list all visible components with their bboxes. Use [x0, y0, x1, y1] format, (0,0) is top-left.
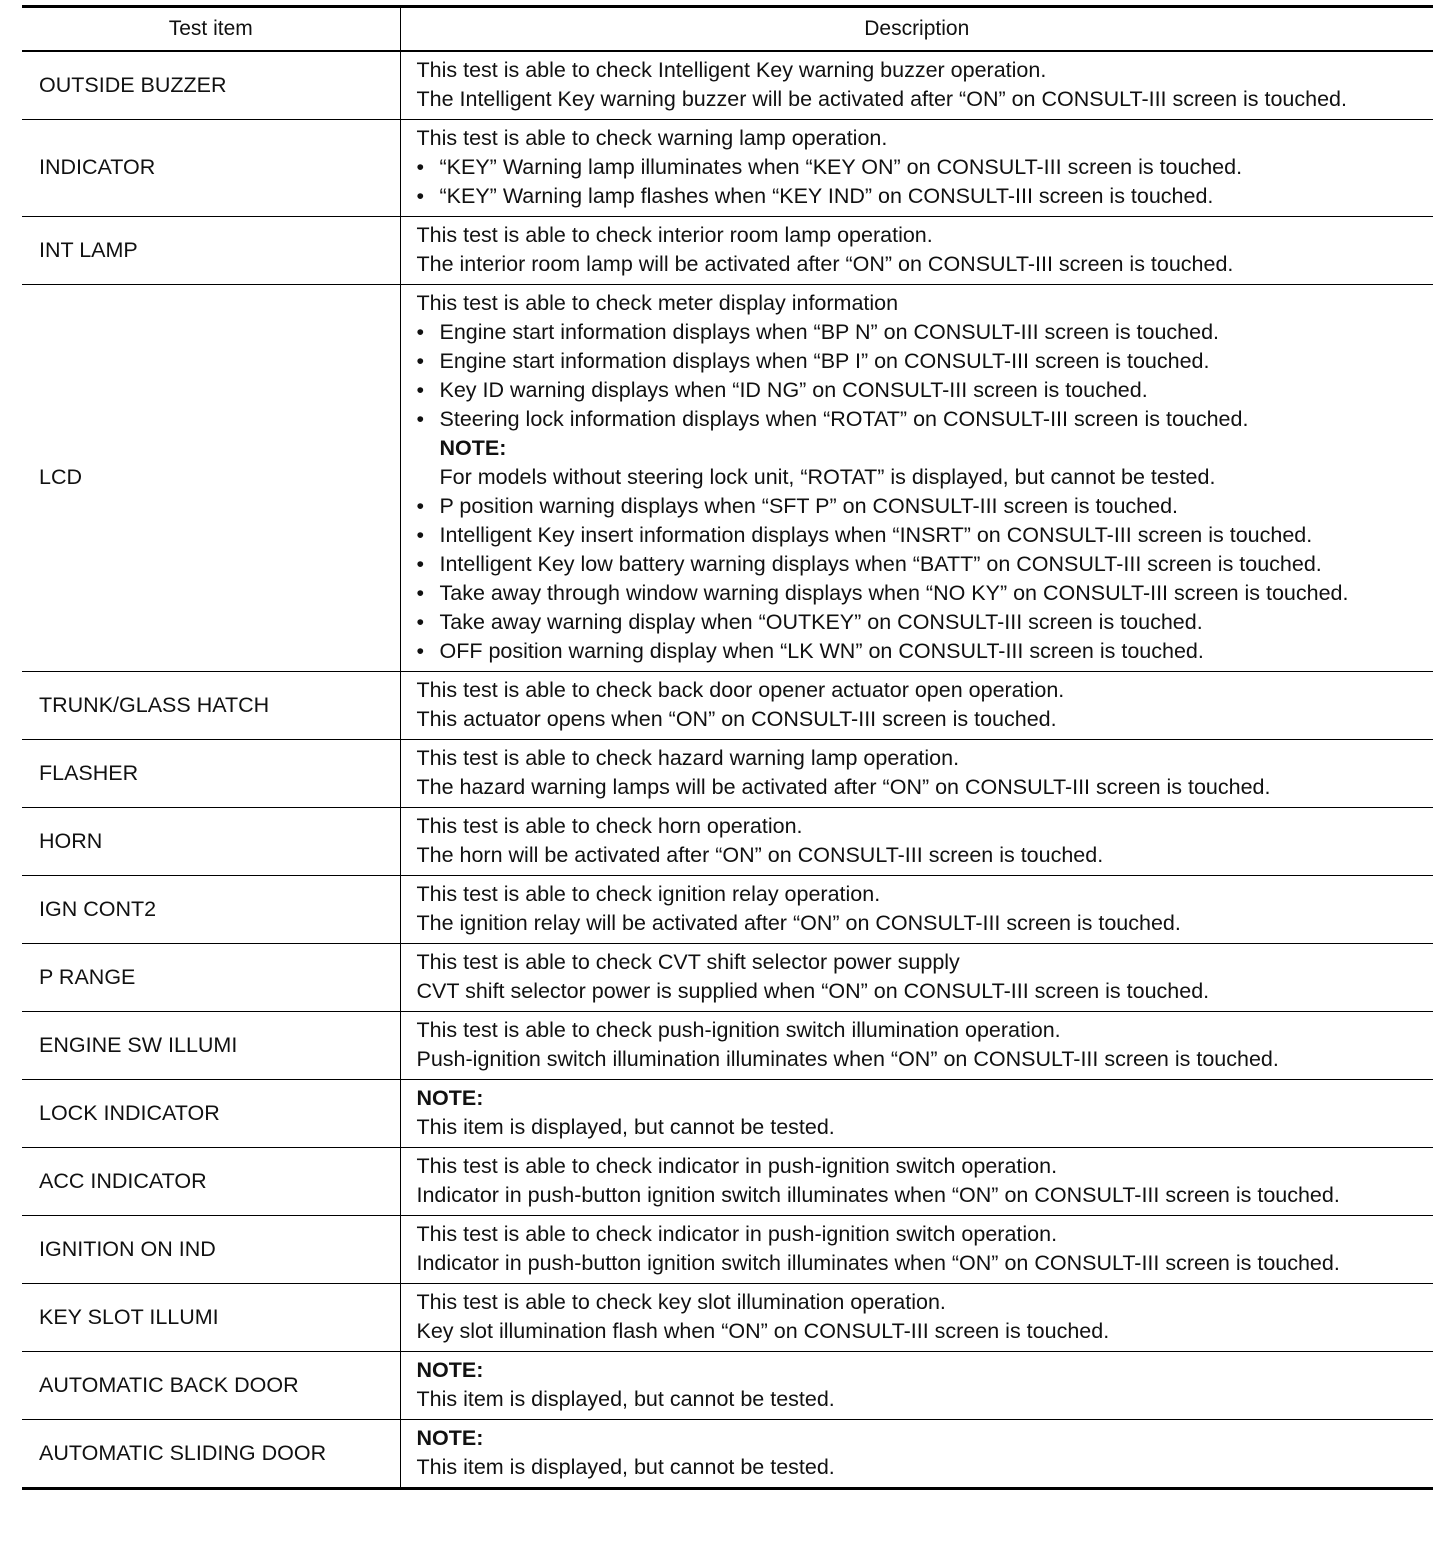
test-item-cell: LCD — [22, 285, 400, 672]
test-item-cell: FLASHER — [22, 740, 400, 808]
description-line: The interior room lamp will be activated after “ON” on CONSULT-III screen is touched. — [416, 252, 1234, 276]
description-cell — [400, 285, 1433, 672]
table-row — [22, 51, 1433, 120]
description-line: This test is able to check CVT shift selector power supply — [416, 950, 960, 974]
bullet-line — [417, 637, 1430, 666]
bullet-text: Engine start information displays when “BP I” on CONSULT-III screen is touched. — [439, 349, 1210, 373]
description-cell — [400, 876, 1433, 944]
test-item-cell: ACC INDICATOR — [22, 1148, 400, 1216]
note-label: NOTE: — [416, 1086, 484, 1110]
table-row — [22, 808, 1433, 876]
bullet-line — [417, 376, 1430, 405]
description-line: This test is able to check key slot illumination operation. — [416, 1290, 946, 1314]
note-label: NOTE: — [416, 1358, 484, 1382]
description-cell — [400, 944, 1433, 1012]
description-line: This test is able to check indicator in push-ignition switch operation. — [416, 1222, 1058, 1246]
bullet-text: Intelligent Key low battery warning displays when “BATT” on CONSULT-III screen is touched. — [439, 552, 1322, 576]
table-row — [22, 1148, 1433, 1216]
description-line: The Intelligent Key warning buzzer will be activated after “ON” on CONSULT-III screen is touched. — [416, 87, 1347, 111]
test-item-cell: AUTOMATIC SLIDING DOOR — [22, 1420, 400, 1489]
bullet-text: “KEY” Warning lamp flashes when “KEY IND” on CONSULT-III screen is touched. — [439, 184, 1214, 208]
bullet-icon: • — [416, 494, 425, 518]
bullet-icon: • — [416, 349, 425, 373]
description-line: This test is able to check Intelligent Key warning buzzer operation. — [416, 58, 1047, 82]
note-label: NOTE: — [439, 436, 507, 460]
bullet-line — [417, 153, 1430, 182]
bullet-line — [417, 521, 1430, 550]
test-item-cell: P RANGE — [22, 944, 400, 1012]
table-row — [22, 120, 1433, 217]
table-row — [22, 672, 1433, 740]
table-header-row — [22, 7, 1433, 52]
header-description: Description — [400, 7, 1433, 52]
description-line: This test is able to check warning lamp operation. — [416, 126, 888, 150]
description-cell — [400, 1080, 1433, 1148]
description-line: Key slot illumination flash when “ON” on CONSULT-III screen is touched. — [416, 1319, 1110, 1343]
test-item-cell: TRUNK/GLASS HATCH — [22, 672, 400, 740]
description-line: This test is able to check ignition relay operation. — [416, 882, 881, 906]
bullet-line — [417, 579, 1430, 608]
bullet-text: Steering lock information displays when “ROTAT” on CONSULT-III screen is touched. — [439, 407, 1249, 431]
bullet-text: OFF position warning display when “LK WN” on CONSULT-III screen is touched. — [439, 639, 1204, 663]
table-row — [22, 285, 1433, 672]
bullet-icon: • — [416, 155, 425, 179]
description-cell — [400, 1352, 1433, 1420]
description-cell — [400, 808, 1433, 876]
bullet-text: Take away through window warning displays when “NO KY” on CONSULT-III screen is touched. — [439, 581, 1349, 605]
description-line: This test is able to check hazard warning lamp operation. — [416, 746, 960, 770]
note-label: NOTE: — [416, 1426, 484, 1450]
bullet-text: Take away warning display when “OUTKEY” on CONSULT-III screen is touched. — [439, 610, 1203, 634]
table-row — [22, 740, 1433, 808]
bullet-line — [417, 550, 1430, 579]
description-line: This test is able to check indicator in push-ignition switch operation. — [416, 1154, 1058, 1178]
test-item-cell: IGN CONT2 — [22, 876, 400, 944]
bullet-icon: • — [416, 407, 425, 431]
test-item-cell: ENGINE SW ILLUMI — [22, 1012, 400, 1080]
test-item-cell: INT LAMP — [22, 217, 400, 285]
description-line: The ignition relay will be activated after “ON” on CONSULT-III screen is touched. — [416, 911, 1181, 935]
test-item-cell: AUTOMATIC BACK DOOR — [22, 1352, 400, 1420]
test-item-cell: HORN — [22, 808, 400, 876]
table-body — [22, 51, 1433, 1489]
test-item-cell: KEY SLOT ILLUMI — [22, 1284, 400, 1352]
table-row — [22, 944, 1433, 1012]
description-cell — [400, 51, 1433, 120]
description-line: This test is able to check interior room lamp operation. — [416, 223, 933, 247]
description-cell — [400, 740, 1433, 808]
description-line: CVT shift selector power is supplied when “ON” on CONSULT-III screen is touched. — [416, 979, 1210, 1003]
bullet-line — [417, 608, 1430, 637]
description-line: This test is able to check back door opener actuator open operation. — [416, 678, 1065, 702]
table-row — [22, 1420, 1433, 1489]
description-cell — [400, 672, 1433, 740]
table-row — [22, 1352, 1433, 1420]
bullet-text: Key ID warning displays when “ID NG” on CONSULT-III screen is touched. — [439, 378, 1148, 402]
test-item-cell: INDICATOR — [22, 120, 400, 217]
description-line: This item is displayed, but cannot be tested. — [416, 1455, 835, 1479]
bullet-line — [417, 318, 1430, 347]
description-cell — [400, 120, 1433, 217]
description-cell — [400, 1284, 1433, 1352]
bullet-icon: • — [416, 639, 425, 663]
table-row — [22, 1216, 1433, 1284]
bullet-line — [417, 347, 1430, 376]
description-line: Indicator in push-button ignition switch illuminates when “ON” on CONSULT-III screen is touched. — [416, 1183, 1340, 1207]
header-test-item: Test item — [22, 7, 400, 52]
test-item-table — [22, 5, 1433, 1490]
description-cell — [400, 1216, 1433, 1284]
test-item-cell: OUTSIDE BUZZER — [22, 51, 400, 120]
description-cell — [400, 1012, 1433, 1080]
description-cell — [400, 217, 1433, 285]
table-row — [22, 876, 1433, 944]
description-cell — [400, 1148, 1433, 1216]
description-line: The horn will be activated after “ON” on CONSULT-III screen is touched. — [416, 843, 1104, 867]
table-row — [22, 217, 1433, 285]
note-text: For models without steering lock unit, “ROTAT” is displayed, but cannot be tested. — [439, 465, 1216, 489]
bullet-icon: • — [416, 523, 425, 547]
bullet-text: Intelligent Key insert information displays when “INSRT” on CONSULT-III screen is touched. — [439, 523, 1313, 547]
description-line: Push-ignition switch illumination illuminates when “ON” on CONSULT-III screen is touched. — [416, 1047, 1279, 1071]
bullet-text: P position warning displays when “SFT P” on CONSULT-III screen is touched. — [439, 494, 1178, 518]
description-line: This item is displayed, but cannot be tested. — [416, 1115, 835, 1139]
bullet-icon: • — [416, 184, 425, 208]
bullet-line — [417, 182, 1430, 211]
bullet-icon: • — [416, 552, 425, 576]
test-item-cell: LOCK INDICATOR — [22, 1080, 400, 1148]
description-line: This actuator opens when “ON” on CONSULT-III screen is touched. — [416, 707, 1057, 731]
description-line: This test is able to check meter display information — [416, 291, 899, 315]
description-cell — [400, 1420, 1433, 1489]
bullet-icon: • — [416, 610, 425, 634]
description-line: Indicator in push-button ignition switch illuminates when “ON” on CONSULT-III screen is touched. — [416, 1251, 1340, 1275]
bullet-text: “KEY” Warning lamp illuminates when “KEY ON” on CONSULT-III screen is touched. — [439, 155, 1243, 179]
table-row — [22, 1012, 1433, 1080]
bullet-line — [417, 405, 1430, 434]
test-item-cell: IGNITION ON IND — [22, 1216, 400, 1284]
description-line: The hazard warning lamps will be activated after “ON” on CONSULT-III screen is touched. — [416, 775, 1271, 799]
table-row — [22, 1284, 1433, 1352]
bullet-icon: • — [416, 378, 425, 402]
description-line: This item is displayed, but cannot be tested. — [416, 1387, 835, 1411]
table-row — [22, 1080, 1433, 1148]
bullet-text: Engine start information displays when “BP N” on CONSULT-III screen is touched. — [439, 320, 1220, 344]
bullet-icon: • — [416, 581, 425, 605]
description-line: This test is able to check push-ignition switch illumination operation. — [416, 1018, 1061, 1042]
description-line: This test is able to check horn operation. — [416, 814, 803, 838]
bullet-icon: • — [416, 320, 425, 344]
bullet-line — [417, 492, 1430, 521]
